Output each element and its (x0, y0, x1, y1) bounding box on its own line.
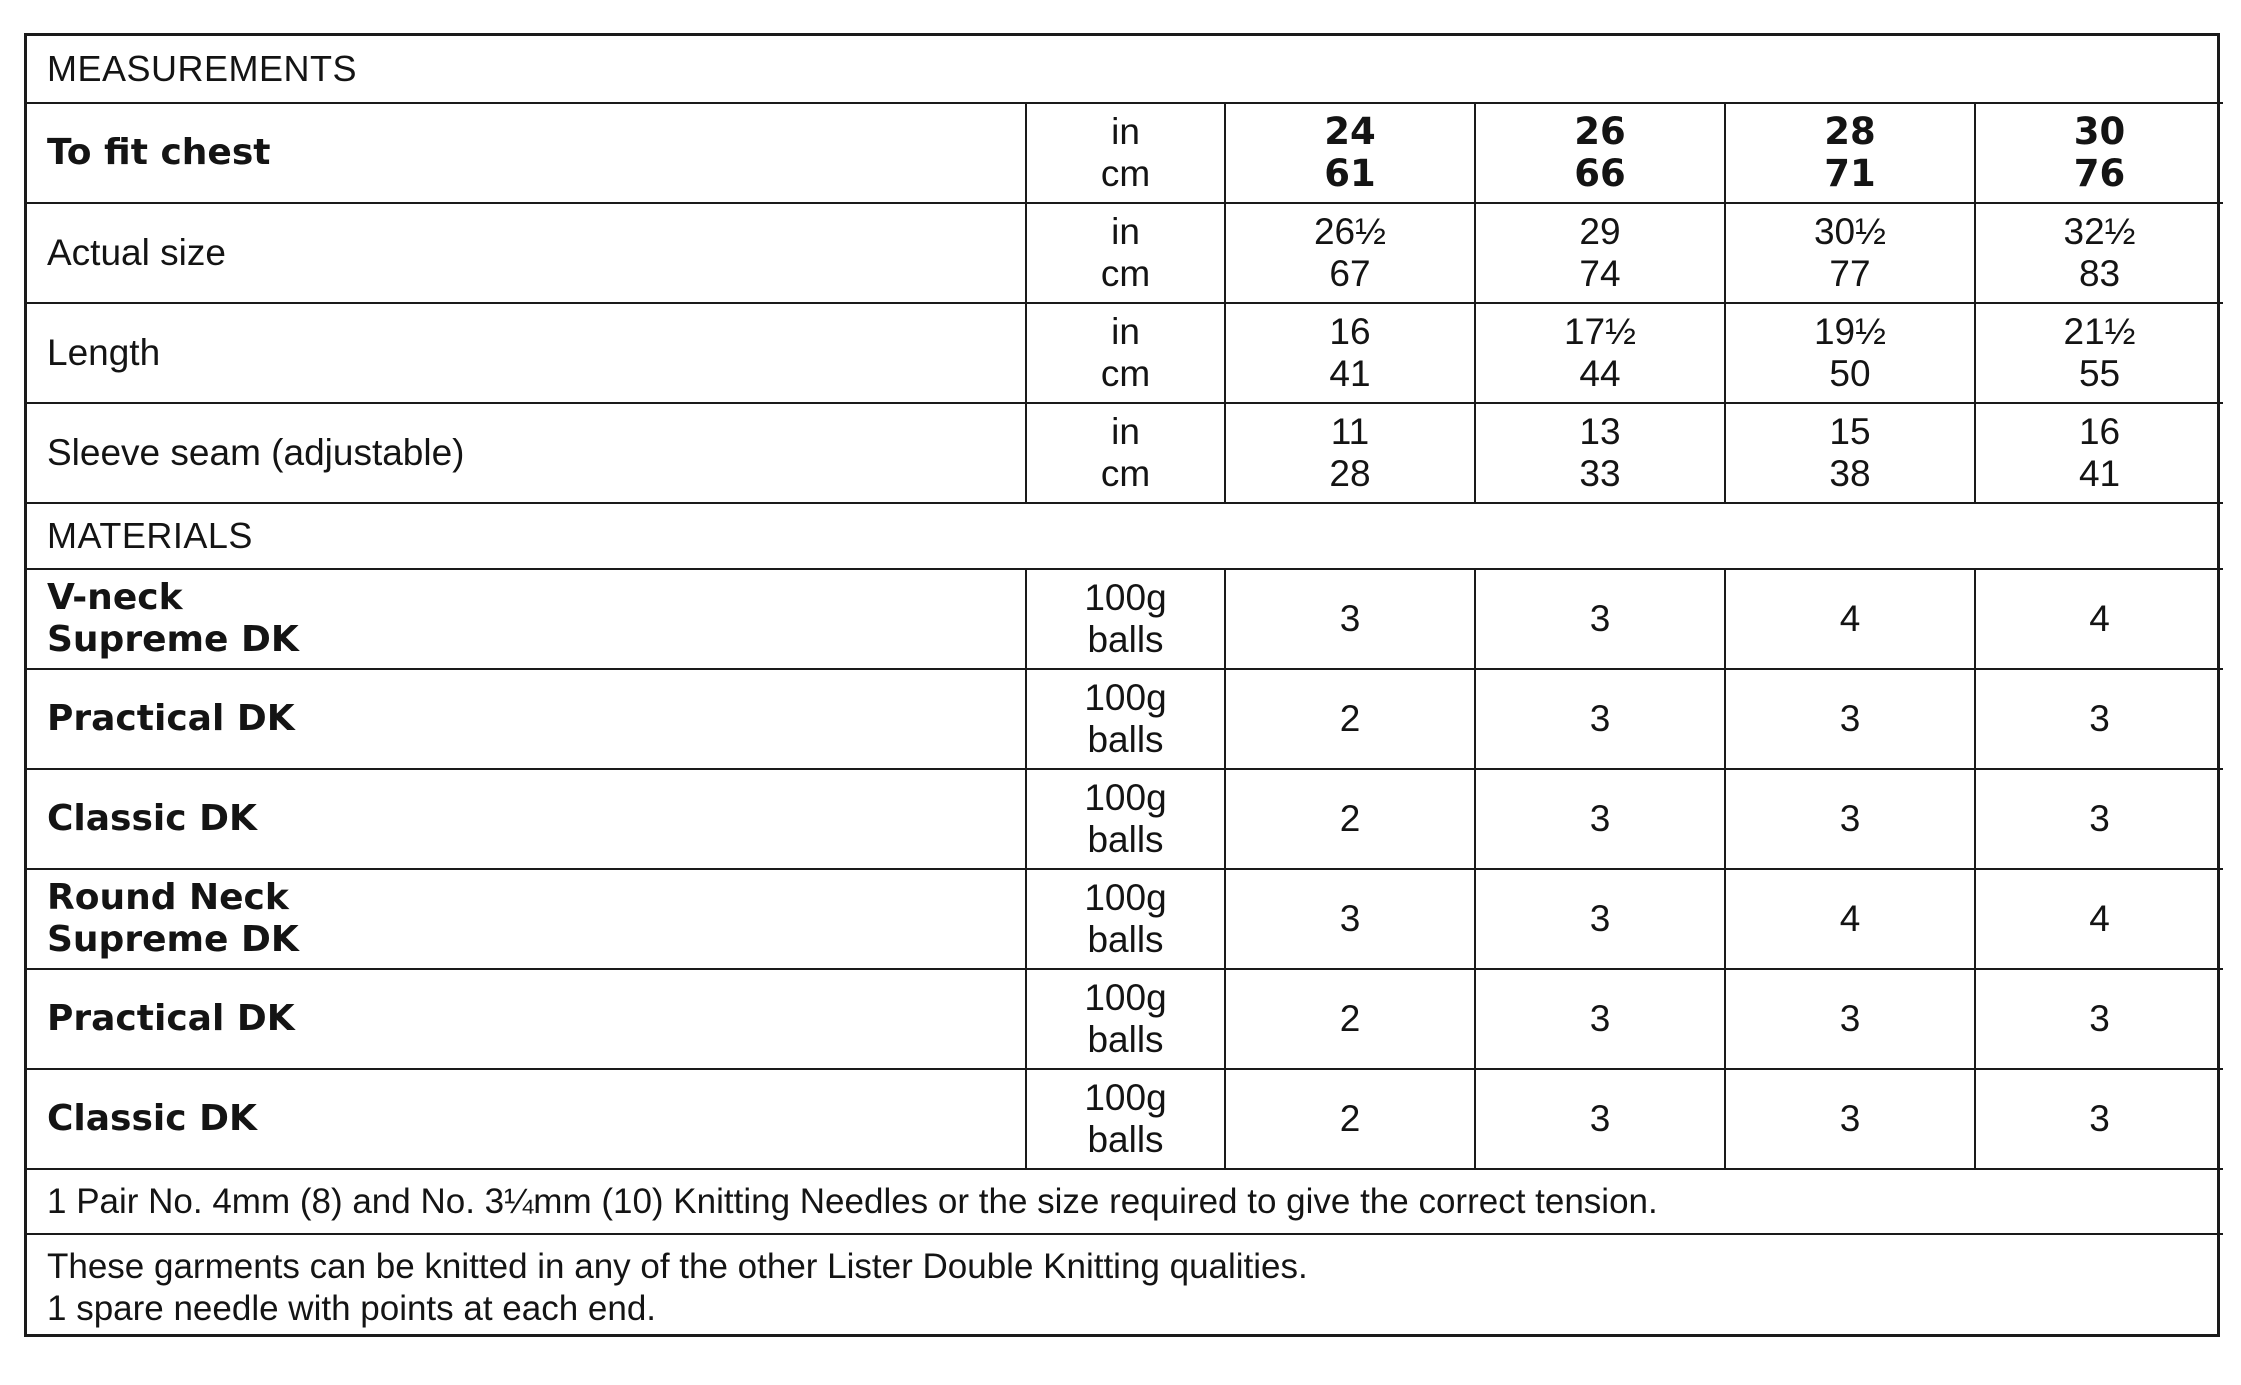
ball-count: 4 (1725, 869, 1975, 969)
yarn-label-bottom: Supreme DK (47, 619, 299, 660)
ball-count: 2 (1225, 769, 1475, 869)
ball-count: 4 (1975, 869, 2223, 969)
table-row (27, 103, 2223, 203)
size-in: 26 (1574, 110, 1626, 153)
size-cm: 76 (2073, 152, 2126, 195)
footer-notes (27, 1234, 2223, 1340)
table-row (27, 969, 2223, 1069)
needles-row (27, 1169, 2223, 1234)
unit-cell (1026, 669, 1225, 769)
size-cell (1975, 103, 2223, 203)
size-in: 29 (1579, 211, 1621, 252)
size-cm: 66 (1574, 152, 1626, 195)
size-cm: 74 (1579, 253, 1621, 294)
size-cell (1975, 303, 2223, 403)
materials-heading: MATERIALS (27, 503, 2223, 569)
unit-cell (1026, 769, 1225, 869)
size-cm: 71 (1824, 152, 1876, 195)
yarn-label (27, 869, 1026, 969)
ball-count: 3 (1725, 1069, 1975, 1169)
needles-note: 1 Pair No. 4mm (8) and No. 3¼mm (10) Knitting Needles or the size required to give the correct tension. (27, 1169, 2223, 1234)
ball-count: 3 (1475, 1069, 1725, 1169)
ball-count: 3 (1975, 669, 2223, 769)
ball-count: 2 (1225, 969, 1475, 1069)
unit-cell (1026, 403, 1225, 503)
size-cell (1975, 203, 2223, 303)
table-row (27, 869, 2223, 969)
yarn-label-top: V-neck (47, 577, 183, 618)
unit-top: in (1111, 311, 1140, 352)
yarn-label (27, 669, 1026, 769)
table-row (27, 303, 2223, 403)
unit-top: 100g (1084, 977, 1167, 1018)
ball-count: 3 (1975, 769, 2223, 869)
unit-bottom: cm (1100, 153, 1151, 194)
ball-count: 3 (1725, 669, 1975, 769)
unit-bottom: balls (1087, 1119, 1164, 1160)
size-cm: 50 (1829, 353, 1871, 394)
size-cm: 33 (1579, 453, 1621, 494)
unit-top: in (1111, 411, 1140, 452)
ball-count: 3 (1475, 869, 1725, 969)
ball-count: 2 (1225, 1069, 1475, 1169)
yarn-label (27, 569, 1026, 669)
size-cell (1725, 203, 1975, 303)
size-cm: 44 (1579, 353, 1621, 394)
size-cell (1725, 103, 1975, 203)
size-in: 16 (1329, 311, 1371, 352)
table-row (27, 403, 2223, 503)
size-cell (1225, 103, 1475, 203)
size-in: 26½ (1313, 211, 1386, 252)
unit-top: 100g (1084, 877, 1167, 918)
materials-section-row (27, 503, 2223, 569)
size-cm: 67 (1329, 253, 1371, 294)
unit-top: in (1111, 211, 1140, 252)
size-cell (1725, 403, 1975, 503)
size-in: 19½ (1813, 311, 1886, 352)
unit-top: 100g (1084, 1077, 1167, 1118)
footer-note: 1 spare needle with points at each end. (47, 1288, 657, 1328)
yarn-label-bottom: Practical DK (47, 698, 295, 739)
row-label: Sleeve seam (adjustable) (27, 403, 1026, 503)
size-in: 16 (2078, 411, 2121, 452)
size-in: 17½ (1563, 311, 1636, 352)
size-cell (1475, 203, 1725, 303)
unit-cell (1026, 103, 1225, 203)
measurements-heading: MEASUREMENTS (27, 36, 2223, 103)
unit-top: 100g (1084, 577, 1167, 618)
size-cell (1225, 403, 1475, 503)
yarn-label-bottom: Classic DK (47, 1098, 257, 1139)
size-cell (1225, 303, 1475, 403)
unit-bottom: cm (1100, 353, 1151, 394)
yarn-label-bottom: Practical DK (47, 998, 295, 1039)
ball-count: 3 (1225, 869, 1475, 969)
unit-bottom: balls (1087, 719, 1164, 760)
table-row (27, 1069, 2223, 1169)
unit-top: 100g (1084, 777, 1167, 818)
unit-bottom: cm (1100, 253, 1151, 294)
size-in: 15 (1829, 411, 1871, 452)
yarn-label (27, 1069, 1026, 1169)
unit-bottom: balls (1087, 1019, 1164, 1060)
size-cell (1475, 103, 1725, 203)
unit-cell (1026, 869, 1225, 969)
ball-count: 3 (1975, 969, 2223, 1069)
footer-row (27, 1234, 2223, 1340)
unit-bottom: balls (1087, 619, 1164, 660)
size-in: 21½ (2063, 311, 2136, 352)
size-in: 11 (1330, 411, 1370, 452)
row-label: To fit chest (27, 103, 1026, 203)
size-cm: 55 (2078, 353, 2121, 394)
row-label: Actual size (27, 203, 1026, 303)
row-label: Length (27, 303, 1026, 403)
size-in: 32½ (2063, 211, 2136, 252)
table-row (27, 669, 2223, 769)
yarn-label-top: Round Neck (47, 877, 289, 918)
ball-count: 3 (1975, 1069, 2223, 1169)
size-in: 28 (1824, 110, 1876, 153)
ball-count: 3 (1475, 769, 1725, 869)
ball-count: 3 (1725, 769, 1975, 869)
ball-count: 4 (1725, 569, 1975, 669)
ball-count: 3 (1725, 969, 1975, 1069)
size-cm: 41 (1329, 353, 1371, 394)
measurements-table (24, 33, 2220, 1337)
unit-cell (1026, 303, 1225, 403)
size-cm: 77 (1829, 253, 1871, 294)
size-cell (1475, 403, 1725, 503)
unit-bottom: balls (1087, 919, 1164, 960)
ball-count: 3 (1475, 969, 1725, 1069)
size-cell (1725, 303, 1975, 403)
unit-cell (1026, 1069, 1225, 1169)
ball-count: 3 (1475, 669, 1725, 769)
ball-count: 2 (1225, 669, 1475, 769)
unit-top: 100g (1084, 677, 1167, 718)
unit-bottom: cm (1100, 453, 1151, 494)
table-row (27, 569, 2223, 669)
ball-count: 4 (1975, 569, 2223, 669)
size-in: 30 (2073, 110, 2126, 153)
measurements-section-row (27, 36, 2223, 103)
table-row (27, 769, 2223, 869)
unit-top: in (1111, 111, 1140, 152)
yarn-label-bottom: Supreme DK (47, 919, 299, 960)
size-cm: 38 (1829, 453, 1871, 494)
size-in: 24 (1324, 110, 1376, 153)
ball-count: 3 (1225, 569, 1475, 669)
size-cm: 83 (2078, 253, 2121, 294)
size-cell (1975, 403, 2223, 503)
ball-count: 3 (1475, 569, 1725, 669)
size-in: 13 (1579, 411, 1621, 452)
yarn-label (27, 769, 1026, 869)
size-cm: 28 (1329, 453, 1371, 494)
size-cell (1475, 303, 1725, 403)
unit-bottom: balls (1087, 819, 1164, 860)
unit-cell (1026, 203, 1225, 303)
size-cm: 41 (2078, 453, 2121, 494)
table-row (27, 203, 2223, 303)
knitting-pattern-table (27, 36, 2223, 1340)
unit-cell (1026, 969, 1225, 1069)
unit-cell (1026, 569, 1225, 669)
footer-note: These garments can be knitted in any of the other Lister Double Knitting qualities. (47, 1246, 1308, 1286)
size-in: 30½ (1813, 211, 1886, 252)
size-cm: 61 (1324, 152, 1376, 195)
yarn-label-bottom: Classic DK (47, 798, 257, 839)
yarn-label (27, 969, 1026, 1069)
size-cell (1225, 203, 1475, 303)
